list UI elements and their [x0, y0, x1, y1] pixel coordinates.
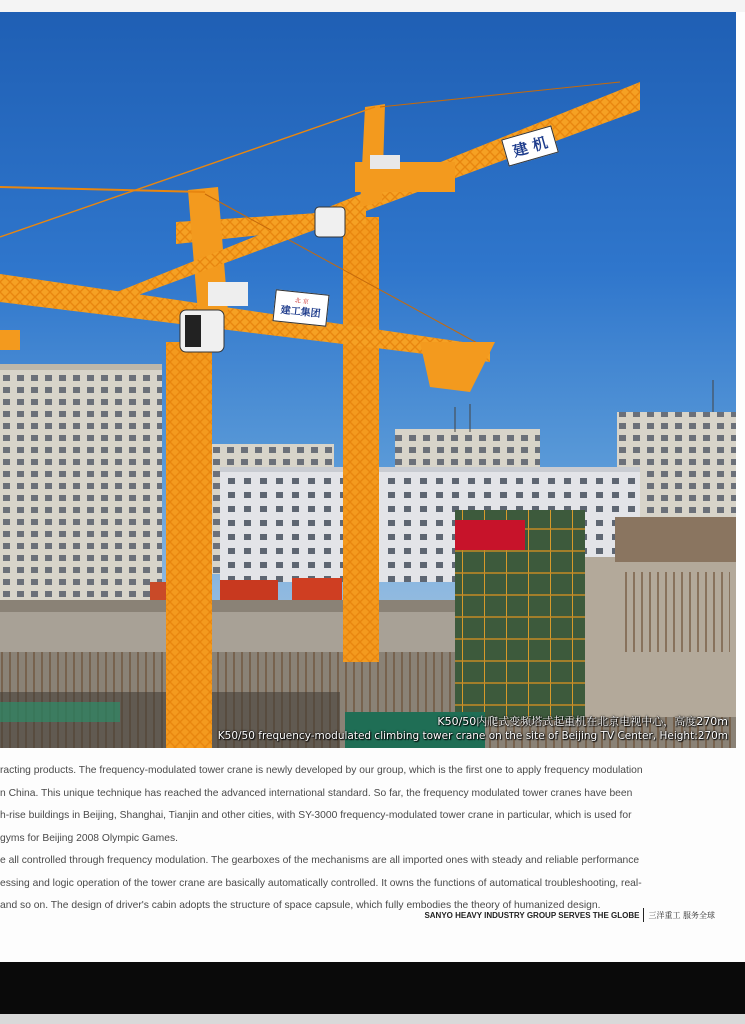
photo-caption-chinese: K50/50内爬式变频塔式起重机在北京电视中心，高度270m [437, 715, 728, 728]
top-margin [0, 0, 745, 12]
body-line-2: n China. This unique technique has reached the advanced international standard. So far, the frequency modulated tower cranes have been [0, 787, 633, 799]
tower-crane-photo [0, 12, 736, 748]
body-line-4: gyms for Beijing 2008 Olympic Games. [0, 832, 178, 844]
footer-slogan-english: SANYO HEAVY INDUSTRY GROUP SERVES THE GLOBE [424, 910, 640, 920]
crane-sign-group-small: 北 京 [294, 296, 310, 306]
bottom-scan-band [0, 962, 745, 1014]
bottom-scan-strip [0, 1014, 745, 1024]
footer-slogan-chinese: 三洋重工 服务全球 [648, 910, 715, 920]
body-line-1: racting products. The frequency-modulated tower crane is newly developed by our group, which is the first one to apply frequency modulation [0, 765, 643, 776]
crane-sign-jianji-text: 建 机 [510, 132, 550, 160]
crane-scene-illustration [0, 12, 736, 748]
body-line-6: essing and logic operation of the tower crane are basically automatically controlled. It owns the functions of automatical troubleshooting, real- [0, 877, 642, 889]
footer-separator [643, 908, 644, 922]
crane-sign-group [272, 289, 329, 326]
body-text [0, 760, 710, 918]
photo-caption-english: K50/50 frequency-modulated climbing tower crane on the site of Beijing TV Center, Height:270m [217, 730, 728, 742]
page-footer [424, 908, 715, 922]
body-line-5: e all controlled through frequency modulation. The gearboxes of the mechanisms are all imported ones with steady and reliable performance [0, 855, 640, 866]
crane-sign-group-text: 建工集团 [280, 304, 322, 320]
body-line-3: h-rise buildings in Beijing, Shanghai, Tianjin and other cities, with SY-3000 frequency-modulated tower crane in particular, which is used for [0, 810, 632, 821]
body-line-7: and so on. The design of driver's cabin adopts the structure of space capsule, which fully embodies the theory of humanized design. [0, 900, 601, 911]
